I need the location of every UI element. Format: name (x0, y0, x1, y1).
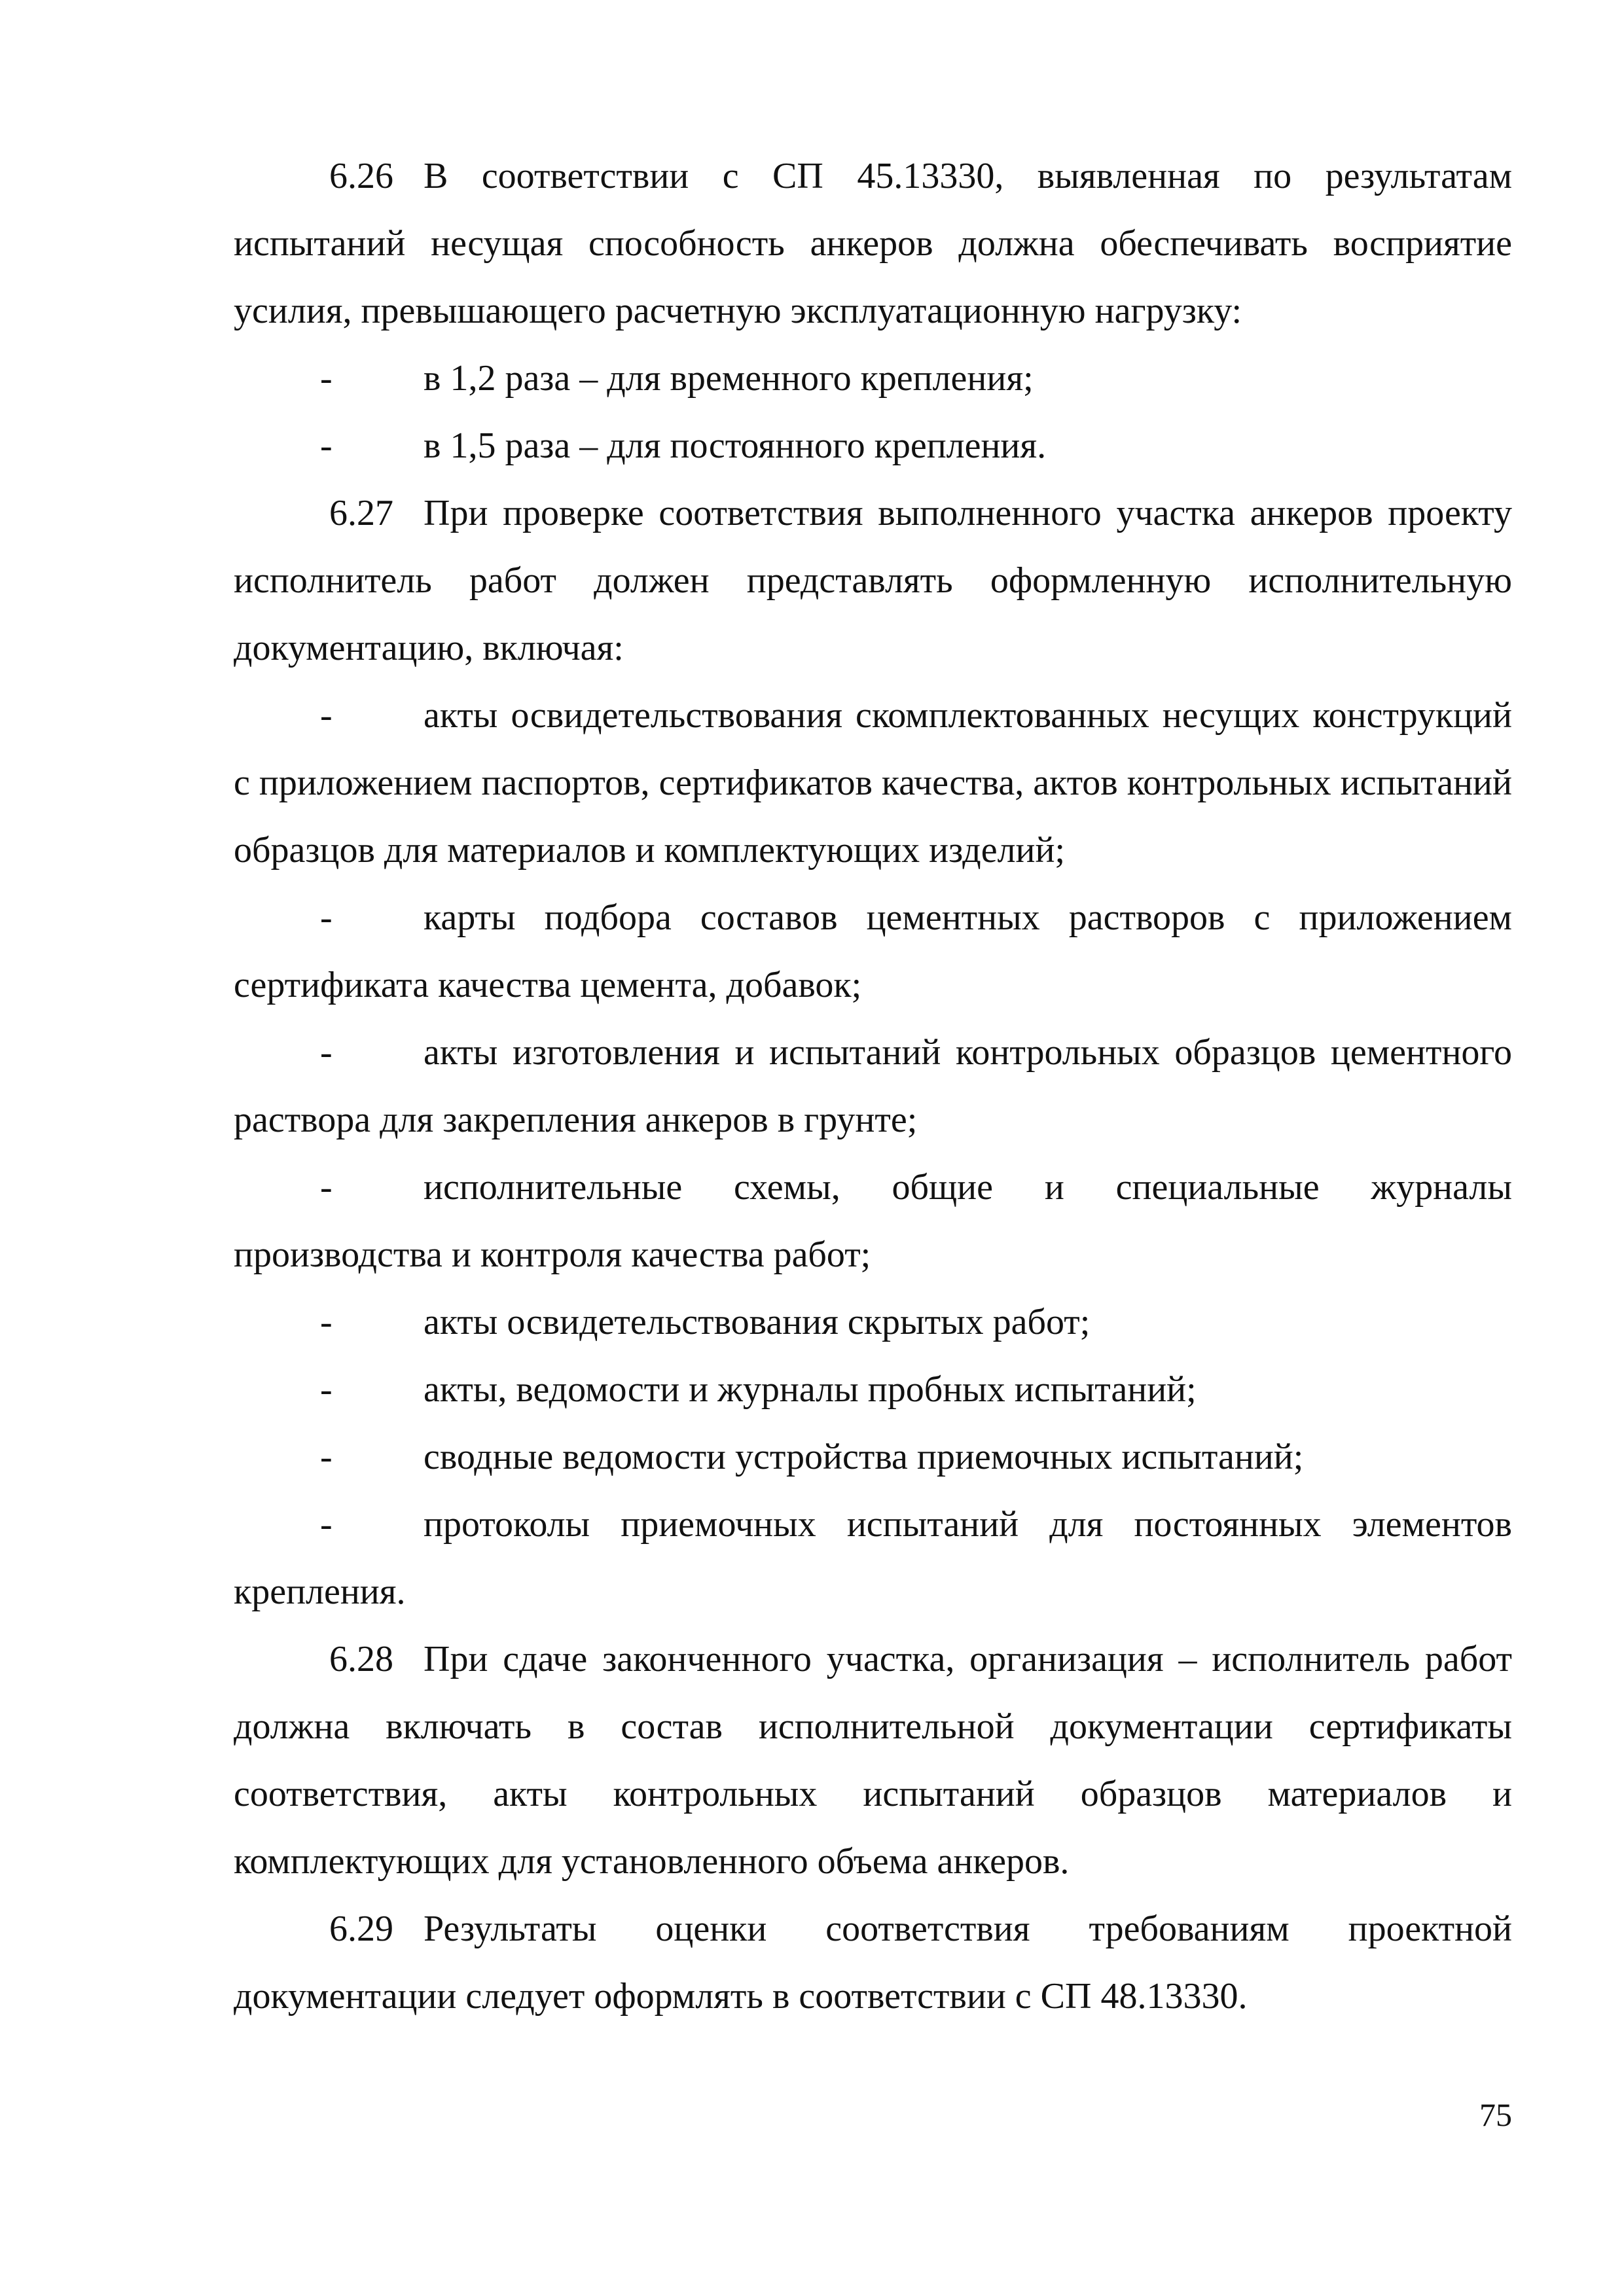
clause-6-26 (234, 143, 1512, 345)
list-dash: - (320, 358, 333, 399)
clause-text: При сдаче законченного участка, организация – исполнитель работ должна включать в состав исполнительной документации сертификаты соответствия, акты контрольных испытаний образцов материалов и комплектующих для установленного объема анкеров. (234, 1639, 1512, 1882)
list-dash: - (320, 1167, 333, 1208)
list-dash: - (320, 1504, 333, 1545)
list-dash: - (320, 1437, 333, 1477)
list-item-text: акты освидетельствования скомплектованных несущих конструкций с приложением паспортов, сертификатов качества, актов контрольных испытаний образцов для материалов и комплектующих изделий; (234, 695, 1512, 870)
list-item (234, 412, 1512, 480)
clause-6-28 (234, 1626, 1512, 1895)
list-item-text: акты, ведомости и журналы пробных испытаний; (424, 1369, 1197, 1410)
document-page (234, 143, 1512, 2030)
list-dash: - (320, 1369, 333, 1410)
list-item-text: сводные ведомости устройства приемочных испытаний; (424, 1437, 1304, 1477)
clause-6-29 (234, 1895, 1512, 2030)
list-item (234, 345, 1512, 412)
list-item (234, 1424, 1512, 1491)
clause-text: Результаты оценки соответствия требованиям проектной документации следует оформлять в соответствии с СП 48.13330. (234, 1909, 1512, 2017)
list-item-text: протоколы приемочных испытаний для постоянных элементов крепления. (234, 1504, 1512, 1612)
list-item (234, 1154, 1512, 1289)
list-dash: - (320, 897, 333, 938)
clause-number: 6.27 (329, 493, 393, 533)
clause-number: 6.29 (329, 1909, 393, 1949)
list-item-text: в 1,5 раза – для постоянного крепления. (424, 425, 1047, 466)
clause-number: 6.26 (329, 156, 393, 196)
list-item-text: акты освидетельствования скрытых работ; (424, 1302, 1091, 1342)
list-dash: - (320, 695, 333, 736)
list-dash: - (320, 1032, 333, 1073)
list-dash: - (320, 1302, 333, 1342)
list-item (234, 1491, 1512, 1626)
list-item (234, 682, 1512, 884)
list-item (234, 884, 1512, 1019)
page-number: 75 (1479, 2096, 1512, 2133)
clause-6-27 (234, 480, 1512, 682)
clause-text: При проверке соответствия выполненного участка анкеров проекту исполнитель работ должен представлять оформленную исполнительную документацию, включая: (234, 493, 1512, 668)
list-dash: - (320, 425, 333, 466)
list-item-text: карты подбора составов цементных растворов с приложением сертификата качества цемента, добавок; (234, 897, 1512, 1005)
list-item (234, 1356, 1512, 1424)
clause-text: В соответствии с СП 45.13330, выявленная по результатам испытаний несущая способность анкеров должна обеспечивать восприятие усилия, превышающего расчетную эксплуатационную нагрузку: (234, 156, 1512, 331)
list-item (234, 1289, 1512, 1356)
list-item-text: в 1,2 раза – для временного крепления; (424, 358, 1034, 399)
list-item (234, 1019, 1512, 1154)
list-item-text: акты изготовления и испытаний контрольных образцов цементного раствора для закрепления анкеров в грунте; (234, 1032, 1512, 1140)
list-item-text: исполнительные схемы, общие и специальные журналы производства и контроля качества работ; (234, 1167, 1512, 1275)
clause-number: 6.28 (329, 1639, 393, 1679)
